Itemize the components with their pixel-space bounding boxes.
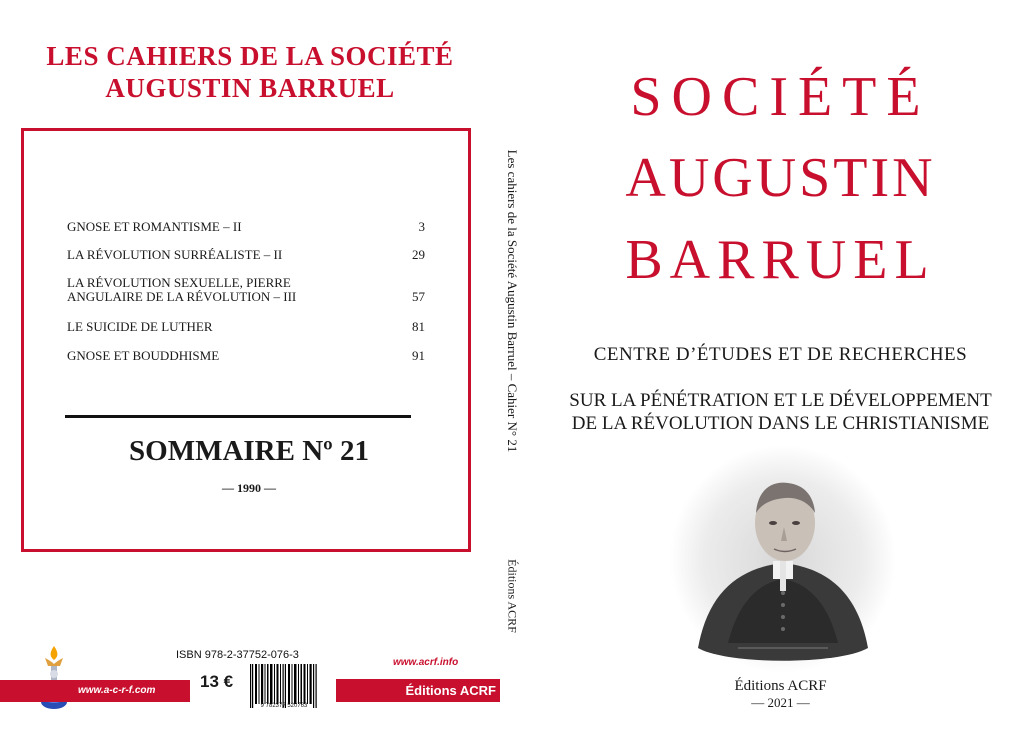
- toc-entry: [67, 248, 425, 262]
- toc-entry: [67, 220, 425, 234]
- front-title-line-2: AUGUSTIN: [625, 147, 936, 209]
- toc-entry: [67, 276, 425, 304]
- back-title-line-2: AUGUSTIN BARRUEL: [105, 73, 395, 103]
- spine-publisher-text: Éditions ACRF: [505, 559, 520, 633]
- front-title-line-3: BARRUEL: [625, 229, 936, 291]
- publisher-banner-label: Éditions ACRF: [405, 683, 496, 698]
- back-cover-title: [0, 40, 500, 104]
- website-right[interactable]: www.acrf.info: [393, 657, 459, 668]
- toc-entry-page: 91: [412, 348, 425, 363]
- back-title-line-1: LES CAHIERS DE LA SOCIÉTÉ: [46, 41, 454, 71]
- toc-divider: [65, 415, 411, 418]
- front-description: [537, 389, 1024, 435]
- isbn-text: ISBN 978-2-37752-076-3: [176, 649, 299, 661]
- front-description-line-2: DE LA RÉVOLUTION DANS LE CHRISTIANISME: [571, 413, 990, 434]
- spine-title-text: Les cahiers de la Société Augustin Barruel – Cahier N° 21: [505, 149, 520, 453]
- price-label: 13 €: [200, 672, 234, 691]
- toc-entry-page: 81: [412, 319, 425, 334]
- sommaire-heading: SOMMAIRE Nº 21: [129, 435, 369, 467]
- sommaire-year: — 1990 —: [222, 481, 276, 495]
- toc-entry: [67, 349, 425, 363]
- barcode-number: 9 782377 520763: [260, 703, 308, 709]
- toc-entry-title: GNOSE ET BOUDDHISME: [67, 348, 220, 363]
- portrait-illustration: [668, 443, 898, 675]
- website-left[interactable]: www.a-c-r-f.com: [78, 685, 156, 696]
- toc-entry-page: 29: [412, 247, 425, 262]
- toc-entry-page: 57: [412, 289, 425, 304]
- front-year: — 2021 —: [751, 695, 810, 710]
- toc-entry-title: GNOSE ET ROMANTISME – II: [67, 219, 242, 234]
- front-title-line-1: SOCIÉTÉ: [630, 66, 931, 128]
- toc-entry: [67, 320, 425, 334]
- toc-entry-page: 3: [418, 219, 425, 234]
- toc-entry-title: LA RÉVOLUTION SURRÉALISTE – II: [67, 247, 283, 262]
- toc-entry-title: LA RÉVOLUTION SEXUELLE, PIERRE ANGULAIRE DE LA RÉVOLUTION – III: [67, 275, 297, 304]
- front-description-line-1: SUR LA PÉNÉTRATION ET LE DÉVELOPPEMENT: [569, 390, 992, 411]
- table-of-contents: [21, 128, 471, 552]
- front-publisher: Éditions ACRF: [734, 678, 827, 694]
- toc-entry-title: LE SUICIDE DE LUTHER: [67, 319, 213, 334]
- front-subtitle: CENTRE D’ÉTUDES ET DE RECHERCHES: [593, 344, 968, 365]
- barcode-icon: [249, 664, 319, 708]
